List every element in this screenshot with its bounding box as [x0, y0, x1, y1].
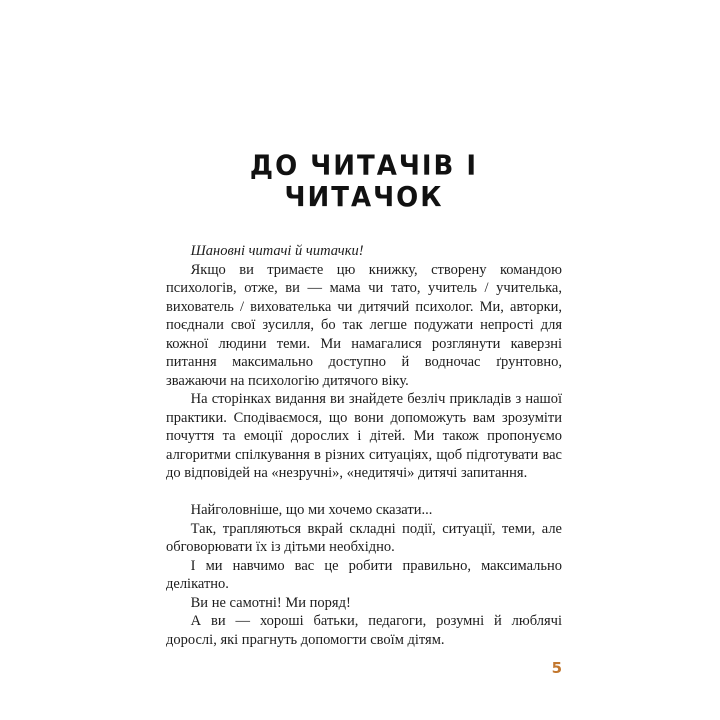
paragraph: Якщо ви тримаєте цю книжку, створену командою психологів, отже, ви — мама чи тато, учитель / учителька, вихователь / вихователька чи дитячий психолог. Ми, авторки, поєднали свої зусилля, бо так легше подужати непрості для кожної людини теми. Ми намагалися розглянути каверзні питання максимально доступно й водночас ґрунтовно, зважаючи на психологію дитячого віку.	[166, 261, 562, 389]
paragraph: Найголовніше, що ми хочемо сказати...	[190, 502, 433, 518]
paragraph: На сторінках видання ви знайдете безліч прикладів з нашої практики. Сподіваємося, що вони допоможуть вам зрозуміти почуття та емоції дорослих і дітей. Ми також пропонуємо алгоритми спілкування в різних ситуаціях, щоб підготувати вас до відповідей на «незручні», «недитячі» дитячі запитання.	[166, 391, 562, 481]
page-number: 5	[551, 659, 562, 677]
page-title: ДО ЧИТАЧІВ І ЧИТАЧОК	[249, 150, 479, 214]
paragraph: Так, трапляються вкрай складні події, ситуації, теми, але обговорювати їх із дітьми необхідно.	[166, 520, 562, 555]
paragraph: Ви не самотні! Ми поряд!	[190, 594, 351, 611]
text-block	[166, 150, 562, 677]
paragraph: А ви — хороші батьки, педагоги, розумні й люблячі дорослі, які прагнуть допомогти своїм дітям.	[166, 613, 562, 648]
paragraph: І ми навчимо вас це робити правильно, максимально делікатно.	[166, 557, 562, 592]
greeting-line: Шановні читачі й читачки!	[190, 243, 364, 259]
